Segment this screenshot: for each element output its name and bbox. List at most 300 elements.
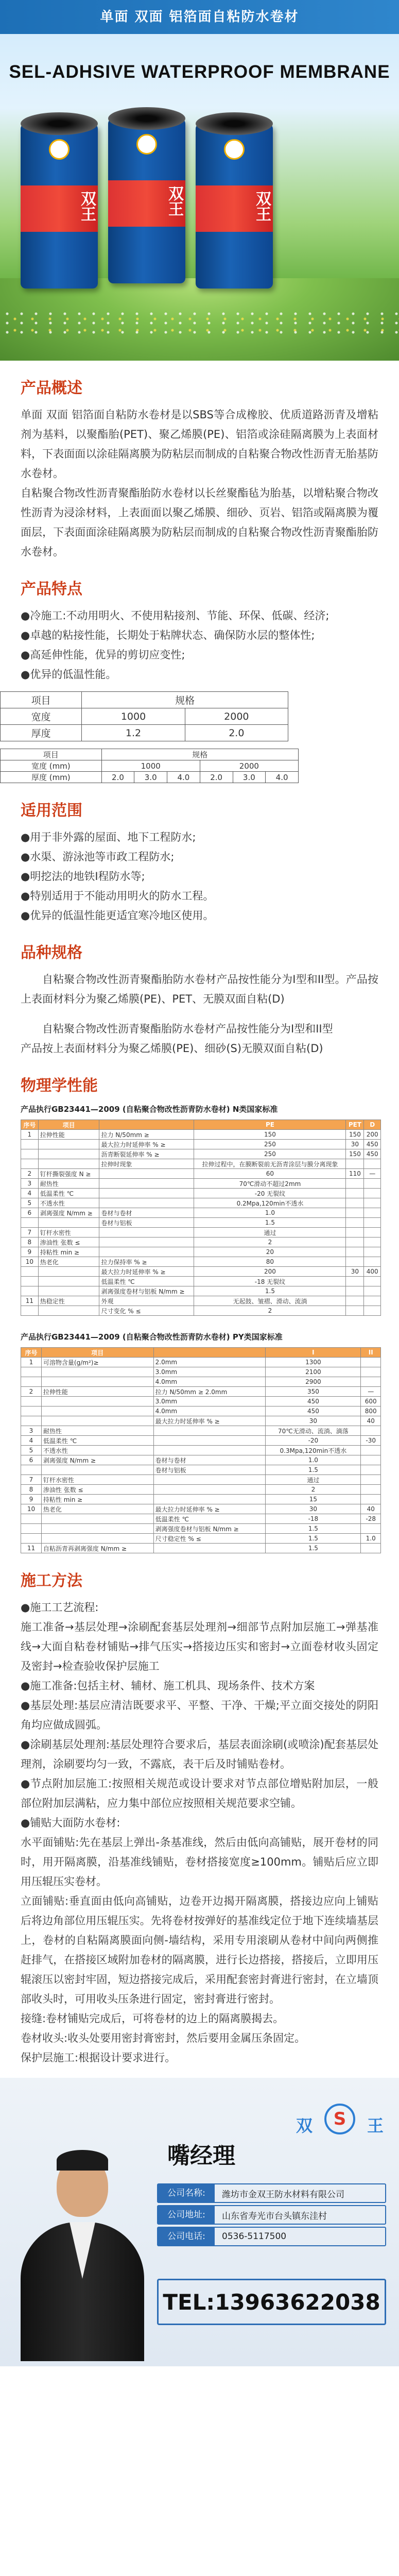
table-cell: 250 xyxy=(194,1140,346,1149)
table-cell: 4.0 xyxy=(266,772,299,783)
construction-paragraph: ●施工准备:包括主材、辅材、施工机具、现场条件、技术方案 xyxy=(21,1680,315,1692)
info-value: 0536-5117500 xyxy=(222,2231,287,2242)
varieties-title: 品种规格 xyxy=(21,944,82,962)
table-cell: 4 xyxy=(21,1189,39,1198)
table-cell xyxy=(153,1426,266,1436)
table-header-row xyxy=(21,1120,381,1130)
table-cell: 4 xyxy=(21,1436,42,1446)
hero-english-title: SEL-ADHSIVE WATERPROOF MEMBRANE xyxy=(9,62,390,82)
flowers-decoration xyxy=(0,309,399,340)
table-cell: 80 xyxy=(194,1257,346,1267)
brand-logo xyxy=(296,2098,384,2150)
table-cell: 持粘性 min ≥ xyxy=(41,1495,153,1504)
table-cell xyxy=(153,1475,266,1485)
table-cell: 11 xyxy=(21,1296,39,1306)
table-cell xyxy=(41,1465,153,1475)
table-row xyxy=(21,1406,381,1416)
table-cell: 拉力 N/50mm ≥ 2.0mm xyxy=(153,1387,266,1397)
usage-title: 适用范围 xyxy=(21,802,82,820)
info-label: 公司名称: xyxy=(158,2184,215,2202)
table-cell: 厚度 xyxy=(1,725,82,741)
table-cell: 2000 xyxy=(185,708,288,725)
construction-paragraph: 水平面铺贴:先在基层上弹出-条基准线，然后由低向高铺贴，展开卷材的同时，用开隔离膜，沿基准线铺贴，卷材搭接宽度≥100mm。铺贴后应立即用压辊压实卷材。 xyxy=(21,1836,378,1888)
table-cell: 钉杆撕裂强度 N ≥ xyxy=(38,1169,99,1179)
table-cell: 拉力 N/50mm ≥ xyxy=(99,1130,194,1140)
table-row xyxy=(21,1504,381,1514)
usage-section xyxy=(0,798,399,925)
hero-section xyxy=(0,0,399,361)
table-cell xyxy=(364,1247,381,1257)
feature-item: ●卓越的粘接性能，长期处于粘牌状态、确保防水层的整体性; xyxy=(21,629,315,641)
info-label: 公司电话: xyxy=(158,2228,215,2245)
table-cell xyxy=(346,1257,364,1267)
table-cell: 最大拉力时延伸率 % ≥ xyxy=(153,1504,266,1514)
table-cell: -30 xyxy=(361,1436,381,1446)
table-header: 规格 xyxy=(101,749,298,760)
table-cell xyxy=(346,1247,364,1257)
table-cell: 6 xyxy=(21,1208,39,1218)
table-header-cell xyxy=(153,1348,266,1358)
table-cell xyxy=(364,1306,381,1316)
info-label: 公司地址: xyxy=(158,2206,215,2224)
table-cell: 耐热性 xyxy=(41,1426,153,1436)
table-header-cell: 项目 xyxy=(38,1120,99,1130)
phone-value: 13963622038 xyxy=(215,2289,380,2315)
table-cell: 外观 xyxy=(99,1296,194,1306)
table-cell xyxy=(346,1238,364,1247)
table-cell xyxy=(364,1257,381,1267)
table-cell: 70℃滑动不超过2mm xyxy=(194,1179,346,1189)
info-value: 山东省寿光市台头镇东洼村 xyxy=(222,2211,327,2222)
table-row xyxy=(21,1495,381,1504)
table-cell: 拉伸时现象 xyxy=(99,1159,194,1169)
table-cell: 450 xyxy=(364,1140,381,1149)
table-cell: 最大拉力时延伸率 % ≥ xyxy=(99,1140,194,1149)
table-cell: 1.5 xyxy=(266,1544,361,1553)
table-cell: 450 xyxy=(364,1149,381,1159)
phone-label: TEL: xyxy=(163,2289,215,2315)
table-cell: 钉杆水密性 xyxy=(41,1475,153,1485)
spec-table-2 xyxy=(0,749,299,783)
table-cell: 3.0 xyxy=(233,772,266,783)
table-row xyxy=(21,1198,381,1208)
table-cell: 150 xyxy=(194,1130,346,1140)
table-cell: 30 xyxy=(346,1140,364,1149)
table-row xyxy=(21,1208,381,1218)
table-row xyxy=(21,1286,381,1296)
table-cell: 热稳定性 xyxy=(38,1296,99,1306)
table-cell: -20 xyxy=(266,1436,361,1446)
table-cell xyxy=(361,1446,381,1455)
table-cell: 150 xyxy=(346,1130,364,1140)
table-cell xyxy=(21,1277,39,1286)
table-cell xyxy=(346,1306,364,1316)
table-cell xyxy=(346,1198,364,1208)
table-header-cell xyxy=(99,1120,194,1130)
table-row xyxy=(21,1524,381,1534)
table-header-cell: 序号 xyxy=(21,1348,42,1358)
table-cell: 厚度 (mm) xyxy=(1,772,102,783)
table-cell xyxy=(153,1446,266,1455)
table-cell: -28 xyxy=(361,1514,381,1524)
table-cell xyxy=(21,1267,39,1277)
table-cell: 低温柔性 ℃ xyxy=(41,1436,153,1446)
table-cell xyxy=(364,1238,381,1247)
table-row xyxy=(21,1218,381,1228)
construction-title: 施工方法 xyxy=(21,1572,82,1590)
table-cell: 通过 xyxy=(194,1228,346,1238)
table-cell xyxy=(346,1159,364,1169)
table-cell: 剥离强度卷材与铝板 N/mm ≥ xyxy=(153,1524,266,1534)
table-cell: 自粘沥青再剥离强度 N/mm ≥ xyxy=(41,1544,153,1553)
table-cell xyxy=(361,1426,381,1436)
table-cell xyxy=(38,1306,99,1316)
usage-item: ●优异的低温性能更适宜寒冷地区使用。 xyxy=(21,909,214,922)
varieties-section xyxy=(0,940,399,1058)
table-cell: 无起鼓、皱褶、滑动、流淌 xyxy=(194,1296,346,1306)
table-row xyxy=(1,760,299,772)
construction-paragraph: 接缝:卷材铺贴完成后，可将卷材的边上的隔离膜揭去。 xyxy=(21,2012,284,2025)
table-cell: 1.0 xyxy=(361,1534,381,1544)
table-cell xyxy=(38,1286,99,1296)
table-cell: 拉伸过程中，在膜断裂前无沥青涂层与膜分离现象 xyxy=(194,1159,346,1169)
table-cell: 卷材与铝板 xyxy=(99,1218,194,1228)
table-cell: 0.2Mpa,120min不透水 xyxy=(194,1198,346,1208)
table-row xyxy=(21,1377,381,1387)
table-cell: 5 xyxy=(21,1198,39,1208)
table-cell: 250 xyxy=(194,1149,346,1159)
table-row xyxy=(21,1436,381,1446)
table-row xyxy=(21,1455,381,1465)
table-header-cell: PE xyxy=(194,1120,346,1130)
table-row xyxy=(21,1367,381,1377)
usage-item: ●特别适用于不能动用明火的防水工程。 xyxy=(21,890,214,902)
spec-table-1 xyxy=(0,691,288,741)
table-cell: 卷材与卷材 xyxy=(99,1208,194,1218)
standard-table-py xyxy=(21,1347,381,1553)
table-cell xyxy=(364,1208,381,1218)
product-roll xyxy=(196,124,273,289)
info-row xyxy=(157,2227,386,2246)
contact-photo xyxy=(15,2134,149,2361)
table-cell xyxy=(38,1267,99,1277)
table-cell: 最大拉力时延伸率 % ≥ xyxy=(99,1267,194,1277)
table-cell xyxy=(21,1416,42,1426)
table-row xyxy=(21,1130,381,1140)
table-cell: — xyxy=(361,1387,381,1397)
construction-section xyxy=(0,1568,399,2067)
usage-item: ●明挖法的地铁I程防水等; xyxy=(21,870,145,883)
table-cell xyxy=(364,1218,381,1228)
table-cell xyxy=(364,1198,381,1208)
construction-paragraph: 保护层施工:根据设计要求进行。 xyxy=(21,2052,176,2064)
table-cell xyxy=(21,1149,39,1159)
table-cell: 5 xyxy=(21,1446,42,1455)
construction-paragraph: ●施工工艺流程: xyxy=(21,1601,99,1614)
table-cell xyxy=(346,1218,364,1228)
logo-text: 王 xyxy=(367,2116,384,2136)
table-cell xyxy=(364,1277,381,1286)
table-header: 项目 xyxy=(1,692,82,708)
table-cell: 沥青断裂延伸率 % ≥ xyxy=(99,1149,194,1159)
table-cell: 20 xyxy=(194,1247,346,1257)
contact-card xyxy=(0,2078,399,2366)
table-cell: 1.5 xyxy=(266,1534,361,1544)
table-cell xyxy=(41,1397,153,1406)
construction-paragraph: ●基层处理:基层应清洁既要求平、平整、干净、干燥;平立面交接处的阴阳角均应做成圆弧。 xyxy=(21,1699,378,1731)
table-cell xyxy=(346,1286,364,1296)
table-cell: 拉伸性能 xyxy=(41,1387,153,1397)
table-cell: 低温柔性 ℃ xyxy=(38,1189,99,1198)
table-cell xyxy=(41,1524,153,1534)
table-row xyxy=(21,1465,381,1475)
table-cell: 1 xyxy=(21,1130,39,1140)
varieties-paragraph: 自粘聚合物改性沥青聚酯胎防水卷材产品按性能分为I型和II型 xyxy=(42,1023,333,1035)
table-cell xyxy=(21,1218,39,1228)
table-cell: 800 xyxy=(361,1406,381,1416)
table-cell xyxy=(99,1247,194,1257)
table-cell xyxy=(38,1159,99,1169)
table-cell xyxy=(99,1228,194,1238)
table-cell: 3.0mm xyxy=(153,1397,266,1406)
table-cell: 剥离强度 N/mm ≥ xyxy=(41,1455,153,1465)
table-cell xyxy=(21,1514,42,1524)
table-cell xyxy=(38,1149,99,1159)
table-cell xyxy=(21,1534,42,1544)
logo-circle-icon: S xyxy=(324,2104,355,2134)
table-cell: 8 xyxy=(21,1238,39,1247)
table-cell xyxy=(361,1495,381,1504)
table-cell: 1.0 xyxy=(194,1208,346,1218)
table-cell: 2.0 xyxy=(185,725,288,741)
table-cell: 2 xyxy=(21,1387,42,1397)
table-row xyxy=(21,1238,381,1247)
info-value: 潍坊市金双王防水材料有限公司 xyxy=(222,2189,344,2200)
table-cell xyxy=(364,1296,381,1306)
table-cell: 1.5 xyxy=(194,1218,346,1228)
table-cell: 2.0 xyxy=(101,772,134,783)
table-cell: 9 xyxy=(21,1495,42,1504)
table-cell: 60 xyxy=(194,1169,346,1179)
usage-item: ●用于非外露的屋面、地下工程防水; xyxy=(21,831,196,843)
table-cell: 不透水性 xyxy=(41,1446,153,1455)
table-row xyxy=(21,1387,381,1397)
table-cell: 剥离强度 N/mm ≥ xyxy=(38,1208,99,1218)
table-cell: 7 xyxy=(21,1475,42,1485)
table-cell: 热老化 xyxy=(38,1257,99,1267)
table-cell: -20 无裂纹 xyxy=(194,1189,346,1198)
table-cell: 不透水性 xyxy=(38,1198,99,1208)
table-cell: 110 xyxy=(346,1169,364,1179)
feature-item: ●优异的低温性能。 xyxy=(21,668,117,681)
contact-name: 嘴经理 xyxy=(167,2143,235,2169)
table-cell xyxy=(361,1524,381,1534)
product-rolls-image xyxy=(21,103,288,289)
person-hair xyxy=(57,2150,108,2171)
table-cell: 热老化 xyxy=(41,1504,153,1514)
table-cell xyxy=(38,1277,99,1286)
table-cell: 150 xyxy=(346,1149,364,1159)
table-cell: 10 xyxy=(21,1504,42,1514)
table-row xyxy=(21,1277,381,1286)
table-row xyxy=(21,1247,381,1257)
contact-info xyxy=(157,2183,386,2248)
table-row xyxy=(21,1306,381,1316)
table-row xyxy=(21,1485,381,1495)
overview-paragraph: 单面 双面 铝箔面自粘防水卷材是以SBS等合成橡胶、优质道路沥青及增粘剂为基料，以聚酯胎(PET)、聚乙烯膜(PE)、铝箔或涂硅隔离膜为上表面材料，下表面面以涂硅隔离膜为防粘层而制成的自粘聚合物改性沥青无胎基防水卷材。 xyxy=(21,409,378,480)
table-cell xyxy=(41,1406,153,1416)
table-cell xyxy=(361,1465,381,1475)
table-cell: 耐热性 xyxy=(38,1179,99,1189)
table-row xyxy=(21,1149,381,1159)
table-cell xyxy=(361,1358,381,1367)
overview-paragraph: 自粘聚合物改性沥青聚酯胎防水卷材以长丝聚酯毡为胎基，以增粘聚合物改性沥青为浸涂材料，上表面面以聚乙烯膜、细砂、页岩、铝箔或隔离膜为覆面层，下表面面涂硅隔离膜为防粘层而制成的自粘聚合物改性沥青聚酯胎防水卷材。 xyxy=(21,487,378,558)
table-cell: 4.0mm xyxy=(153,1406,266,1416)
info-row xyxy=(157,2183,386,2203)
table-cell: 2.0 xyxy=(200,772,233,783)
construction-paragraph: ●节点附加层施工:按照相关规范或设计要求对节点部位增贴附加层，一般部位附加层满粘，应力集中部位应按照相关规范要求空铺。 xyxy=(21,1777,378,1809)
table-header-cell: I xyxy=(266,1348,361,1358)
standard-table-n xyxy=(21,1120,381,1316)
table-cell: 可溶物含量(g/m²)≥ xyxy=(41,1358,153,1367)
standard-table-title: 产品执行GB23441—2009 (自粘聚合物改性沥青防水卷材) N类国家标准 xyxy=(21,1105,278,1114)
table-cell: 3.0 xyxy=(134,772,167,783)
table-row xyxy=(21,1534,381,1544)
table-row xyxy=(21,1475,381,1485)
table-cell: 卷材与卷材 xyxy=(153,1455,266,1465)
table-cell: 10 xyxy=(21,1257,39,1267)
table-cell xyxy=(364,1189,381,1198)
table-cell xyxy=(41,1514,153,1524)
table-cell: 3.0mm xyxy=(153,1367,266,1377)
feature-item: ●冷施工:不动用明火、不使用粘接剂、节能、环保、低碳、经济; xyxy=(21,609,329,622)
table-cell: 1 xyxy=(21,1358,42,1367)
table-cell xyxy=(364,1159,381,1169)
table-row xyxy=(21,1228,381,1238)
table-cell xyxy=(364,1179,381,1189)
table-row xyxy=(21,1169,381,1179)
table-cell: 40 xyxy=(361,1416,381,1426)
construction-paragraph: ●涂刷基层处理剂:基层处理符合要求后，基层表面涂刷(或喷涂)配套基层处理剂，涂刷要均匀一致，不露底，表干后及时铺贴卷材。 xyxy=(21,1738,378,1770)
table-cell xyxy=(364,1286,381,1296)
table-cell: 低温柔性 ℃ xyxy=(99,1277,194,1286)
overview-section xyxy=(0,375,399,562)
table-cell xyxy=(153,1436,266,1446)
table-cell: 最大拉力时延伸率 % ≥ xyxy=(153,1416,266,1426)
table-cell: 1300 xyxy=(266,1358,361,1367)
table-cell: 3 xyxy=(21,1179,39,1189)
roll-brand: 双王 xyxy=(253,191,271,222)
construction-body xyxy=(21,1598,378,2067)
table-cell xyxy=(21,1377,42,1387)
table-cell: 尺寸变化 % ≤ xyxy=(99,1306,194,1316)
table-cell xyxy=(41,1534,153,1544)
table-cell xyxy=(364,1228,381,1238)
table-cell: 15 xyxy=(266,1495,361,1504)
table-cell: 剥离强度卷材与铝板 N/mm ≥ xyxy=(99,1286,194,1296)
table-cell: 通过 xyxy=(266,1475,361,1485)
table-cell: 尺寸稳定性 % ≤ xyxy=(153,1534,266,1544)
table-row xyxy=(1,772,299,783)
construction-paragraph: 立面铺贴:垂直面由低向高铺贴，边卷开边揭开隔离膜，搭接边应向上铺贴后将边角部位用压辊压实。先将卷材按弹好的基准线定位于地下连续墙基层上，卷材的自粘隔离膜面向侧-墙结构，采用专用滚刷从卷材中间向两侧推赶排气，在搭接区域附加卷材的隔离膜，进行长边搭接，搭接后，立即用压辊滚压以密封牢固，短边搭接完成后，采用配套密封膏进行密封，在立墙顶部收头时，可用收头压条进行固定，密封膏进行密封。 xyxy=(21,1895,378,2005)
table-cell xyxy=(361,1475,381,1485)
table-header-cell: 项目 xyxy=(41,1348,153,1358)
table-cell xyxy=(346,1208,364,1218)
table-cell: 11 xyxy=(21,1544,42,1553)
table-cell xyxy=(99,1169,194,1179)
table-cell: 1.5 xyxy=(266,1465,361,1475)
varieties-paragraph: 产品按上表面材料分为聚乙烯膜(PE)、细砂(S)无膜双面自粘(D) xyxy=(21,1042,323,1055)
table-cell xyxy=(21,1406,42,1416)
table-cell: 卷材与铝板 xyxy=(153,1465,266,1475)
table-row xyxy=(1,708,288,725)
table-cell: 30 xyxy=(266,1504,361,1514)
table-cell: 7 xyxy=(21,1228,39,1238)
product-roll xyxy=(108,118,185,283)
table-cell xyxy=(361,1367,381,1377)
table-cell: 1.5 xyxy=(266,1524,361,1534)
table-row xyxy=(21,1140,381,1149)
table-cell: 2100 xyxy=(266,1367,361,1377)
table-cell xyxy=(21,1306,39,1316)
table-header-row xyxy=(21,1348,381,1358)
table-cell xyxy=(346,1296,364,1306)
table-cell: 2 xyxy=(266,1485,361,1495)
table-cell xyxy=(346,1277,364,1286)
table-row xyxy=(21,1189,381,1198)
table-cell: -18 无裂纹 xyxy=(194,1277,346,1286)
table-cell: 低温柔性 ℃ xyxy=(153,1514,266,1524)
table-cell: 宽度 (mm) xyxy=(1,760,102,772)
table-cell: 4.0 xyxy=(167,772,200,783)
table-cell: 6 xyxy=(21,1455,42,1465)
table-cell: 30 xyxy=(266,1416,361,1426)
table-cell: 2 xyxy=(21,1169,39,1179)
table-cell: 渗油性 张数 ≤ xyxy=(38,1238,99,1247)
table-cell xyxy=(21,1286,39,1296)
table-cell xyxy=(21,1465,42,1475)
phone-number[interactable] xyxy=(157,2279,386,2325)
table-cell: 450 xyxy=(266,1397,361,1406)
table-cell: 1000 xyxy=(101,760,200,772)
table-cell: 600 xyxy=(361,1397,381,1406)
construction-paragraph: 施工准备→基层处理→涂刷配套基层处理剂→细部节点附加层施工→弹基准线→大面自粘卷材铺贴→排气压实→搭接边压实和密封→立面卷材收头固定及密封→检查验收保护层施工 xyxy=(21,1621,378,1672)
table-cell: 8 xyxy=(21,1485,42,1495)
table-cell xyxy=(41,1416,153,1426)
roll-brand: 双王 xyxy=(78,191,96,222)
table-cell xyxy=(41,1377,153,1387)
features-title: 产品特点 xyxy=(21,580,82,598)
table-cell: 1.5 xyxy=(194,1286,346,1296)
table-header: 规格 xyxy=(82,692,288,708)
table-cell: 70℃无滑动、流淌、滴落 xyxy=(266,1426,361,1436)
table-cell xyxy=(361,1455,381,1465)
info-row xyxy=(157,2205,386,2225)
table-cell: 拉力保持率 % ≥ xyxy=(99,1257,194,1267)
hero-banner: 单面 双面 铝箔面自粘防水卷材 xyxy=(0,0,399,34)
table-row xyxy=(21,1296,381,1306)
table-cell: 350 xyxy=(266,1387,361,1397)
table-cell xyxy=(99,1189,194,1198)
table-cell: 宽度 xyxy=(1,708,82,725)
table-cell: 1.0 xyxy=(266,1455,361,1465)
table-cell xyxy=(361,1485,381,1495)
table-cell: — xyxy=(364,1169,381,1179)
table-row xyxy=(21,1257,381,1267)
table-cell xyxy=(21,1367,42,1377)
table-cell: 钉杆水密性 xyxy=(38,1228,99,1238)
table-row xyxy=(21,1397,381,1406)
